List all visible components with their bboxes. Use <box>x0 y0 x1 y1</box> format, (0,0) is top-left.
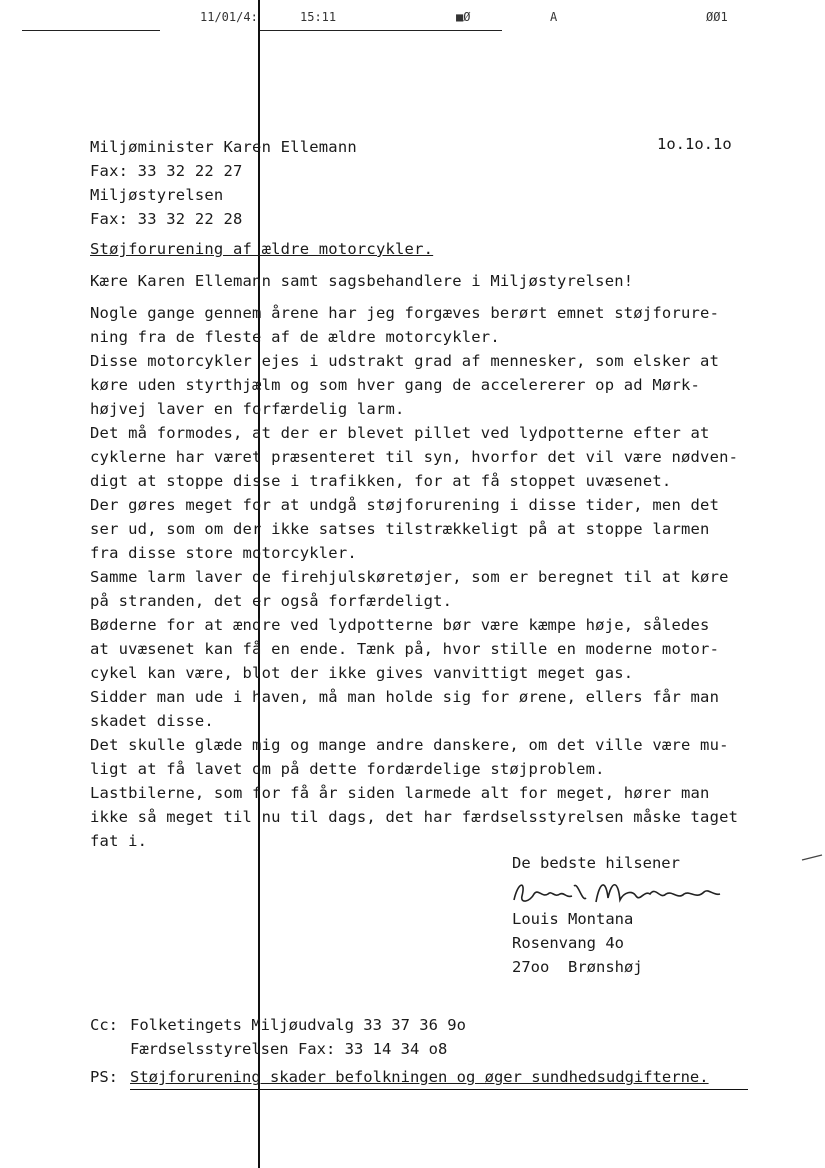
ps-text: Støjforurening skader befolkningen og øger sundhedsudgifterne. <box>130 1068 709 1086</box>
cc-line-1: Folketingets Miljøudvalg 33 37 36 9o <box>130 1016 466 1034</box>
recipient-name: Miljøminister Karen Ellemann <box>90 138 357 156</box>
sender-city: 27oo Brønshøj <box>512 958 643 976</box>
body-line: højvej laver en forfærdelig larm. <box>90 400 405 418</box>
body-line: Nogle gange gennem årene har jeg forgæves berørt emnet støjforure- <box>90 304 720 322</box>
body-line: ligt at få lavet om på dette fordærdelige støjproblem. <box>90 760 605 778</box>
fax-page-number: ØØ1 <box>706 10 728 24</box>
body-line: ikke så meget til nu til dags, det har færdselsstyrelsen måske taget <box>90 808 739 826</box>
body-line: fra disse store motorcykler. <box>90 544 357 562</box>
fax-mark: A <box>550 10 558 24</box>
ps-rule <box>130 1089 748 1090</box>
fax-symbol: ■Ø <box>456 10 471 24</box>
body-line: Der gøres meget for at undgå støjforurening i disse tider, men det <box>90 496 720 514</box>
body-line: Det skulle glæde mig og mange andre danskere, om det ville være mu- <box>90 736 729 754</box>
body-line: at uvæsenet kan få en ende. Tænk på, hvor stille en moderne motor- <box>90 640 720 658</box>
body-line: køre uden styrthjælm og som hver gang de accelererer op ad Mørk- <box>90 376 701 394</box>
fax-date: 11/01/4: <box>200 10 258 24</box>
salutation: Kære Karen Ellemann samt sagsbehandlere i Miljøstyrelsen! <box>90 272 634 290</box>
letter-subject: Støjforurening af ældre motorcykler. <box>90 240 434 258</box>
body-line: Bøderne for at ændre ved lydpotterne bør være kæmpe høje, således <box>90 616 710 634</box>
body-line: Disse motorcykler ejes i udstrakt grad af mennesker, som elsker at <box>90 352 720 370</box>
header-rule-center <box>258 30 502 31</box>
body-line: ning fra de fleste af de ældre motorcykler. <box>90 328 500 346</box>
body-line: digt at stoppe disse i trafikken, for at få stoppet uvæsenet. <box>90 472 672 490</box>
sender-name: Louis Montana <box>512 910 634 928</box>
ps-label: PS: <box>90 1068 118 1086</box>
body-line: Samme larm laver de firehjulskøretøjer, som er beregnet til at køre <box>90 568 729 586</box>
body-line: på stranden, det er også forfærdeligt. <box>90 592 453 610</box>
fax-time: 15:11 <box>300 10 337 24</box>
body-line: Lastbilerne, som for få år siden larmede alt for meget, hører man <box>90 784 710 802</box>
letter-date: 1o.1o.1o <box>657 135 732 153</box>
scan-mark <box>800 852 824 864</box>
cc-line-2: Færdselsstyrelsen Fax: 33 14 34 o8 <box>130 1040 448 1058</box>
closing-greeting: De bedste hilsener <box>512 854 680 872</box>
body-line: cykel kan være, blot der ikke gives vanvittigt meget gas. <box>90 664 634 682</box>
cc-label: Cc: <box>90 1016 118 1034</box>
handwritten-signature <box>508 872 728 912</box>
body-line: skadet disse. <box>90 712 214 730</box>
body-line: ser ud, som om der ikke satses tilstrækkeligt på at stoppe larmen <box>90 520 710 538</box>
header-rule-left <box>22 30 160 31</box>
agency-fax: Fax: 33 32 22 28 <box>90 210 243 228</box>
body-line: Det må formodes, at der er blevet pillet ved lydpotterne efter at <box>90 424 710 442</box>
fax-header <box>0 10 825 32</box>
agency-name: Miljøstyrelsen <box>90 186 224 204</box>
sender-street: Rosenvang 4o <box>512 934 624 952</box>
body-line: Sidder man ude i haven, må man holde sig for ørene, ellers får man <box>90 688 720 706</box>
body-line: fat i. <box>90 832 148 850</box>
recipient-fax: Fax: 33 32 22 27 <box>90 162 243 180</box>
body-line: cyklerne har været præsenteret til syn, hvorfor det vil være nødven- <box>90 448 739 466</box>
